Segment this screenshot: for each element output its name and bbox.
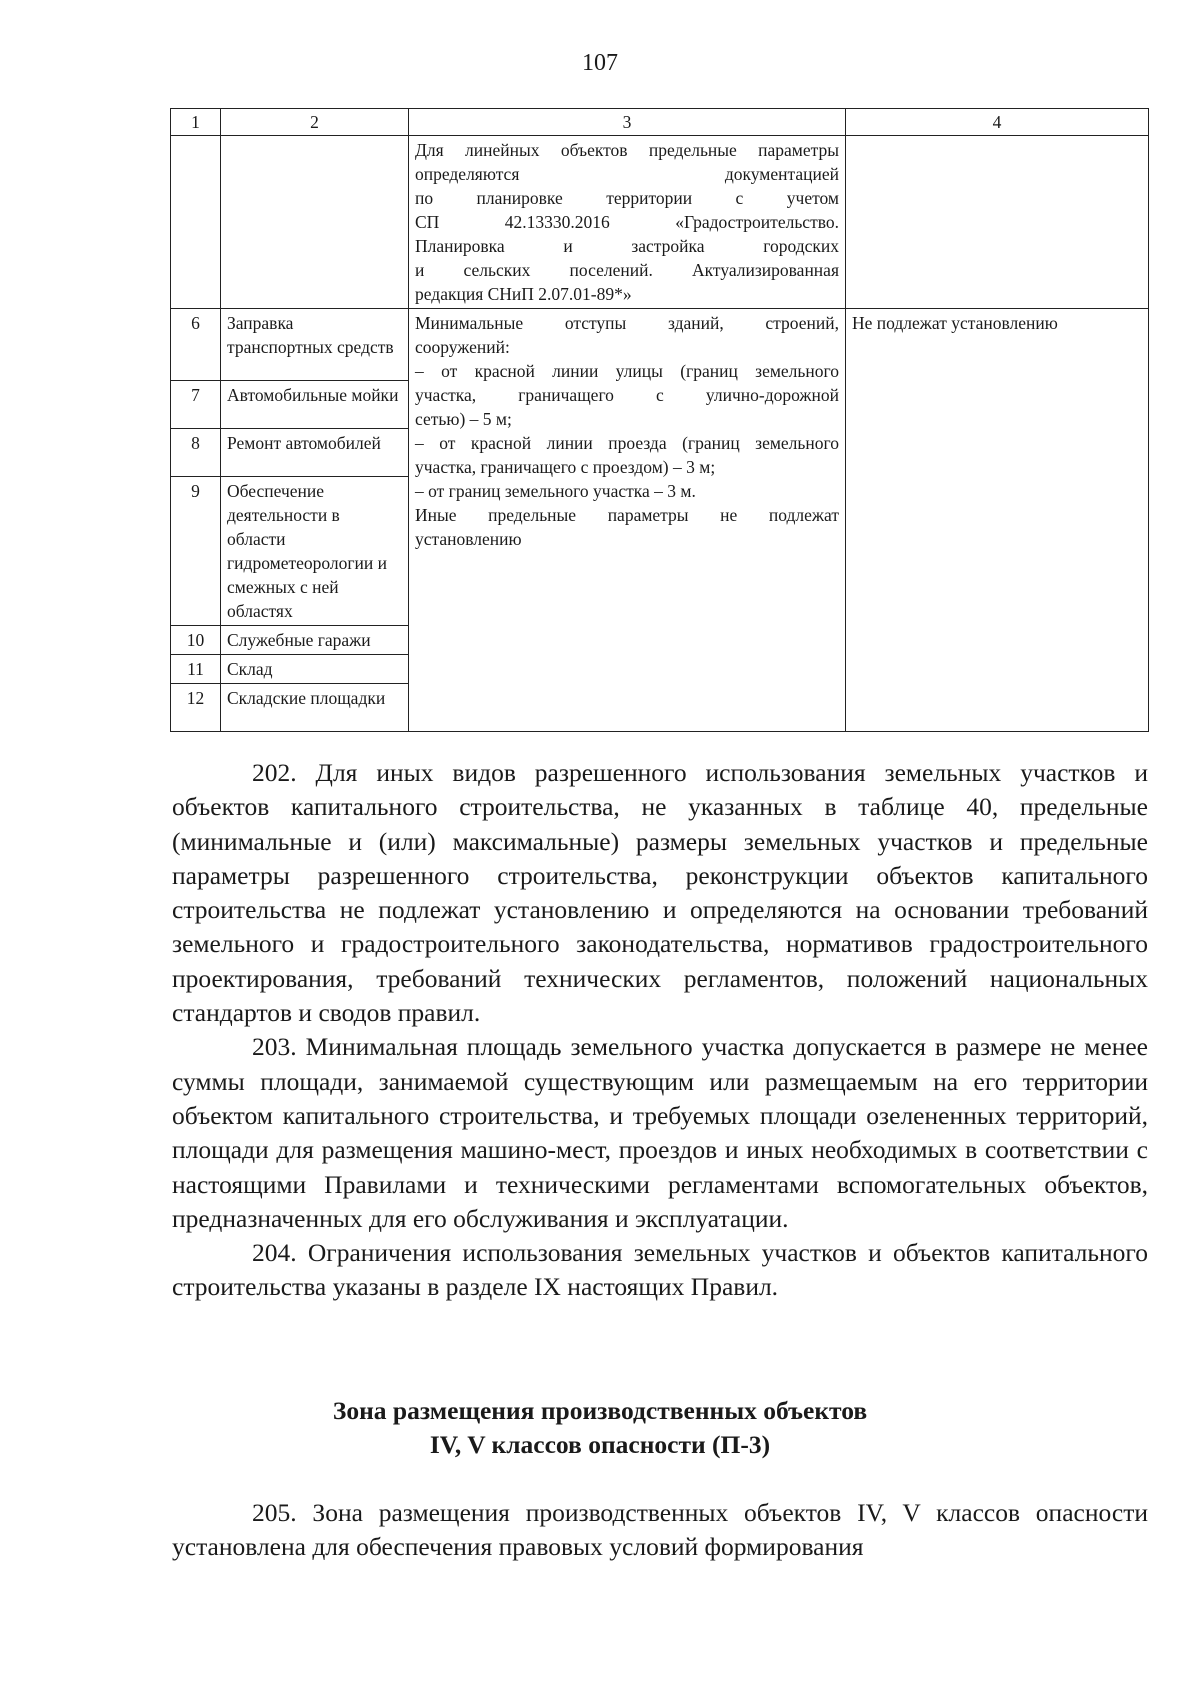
- text-line: Для линейных объектов предельные параметры: [415, 140, 839, 160]
- text-line: сетью) – 5 м;: [415, 409, 512, 429]
- table-header-cell: 4: [846, 109, 1149, 136]
- paragraph-202: 202. Для иных видов разрешенного использования земельных участков и объектов капитального строительства, не указанных в таблице 40, предельные (минимальные и (или) максимальные) размеры земельных участков и предельные параметры разрешенного строительства, реконструкции объектов капитального строительства не подлежат установлению и определяются на основании требований земельного и градостроительного законодательства, нормативов градостроительного проектирования, требований технических регламентов, положений национальных стандартов и сводов правил.: [172, 758, 1148, 1028]
- text-line: СП 42.13330.2016 «Градостроительство.: [415, 212, 839, 232]
- table-header-cell: 1: [171, 109, 221, 136]
- text-line: сооружений:: [415, 337, 510, 357]
- text-line: Планировка и застройка городских: [415, 236, 839, 256]
- section-heading: [0, 1394, 1200, 1462]
- text-line: – от границ земельного участка – 3 м.: [415, 481, 696, 501]
- table-cell-empty: [171, 136, 221, 309]
- paragraph-205-block: [172, 1496, 1148, 1565]
- table-header-cell: 3: [409, 109, 846, 136]
- text-line: редакция СНиП 2.07.01-89*»: [415, 284, 632, 304]
- table-header-cell: 2: [221, 109, 409, 136]
- shared-col4-cell: Не подлежат установлению: [846, 309, 1149, 732]
- use-type-name: Складские площадки: [221, 684, 409, 732]
- table-header-row: [171, 109, 1149, 136]
- paragraph-205: 205. Зона размещения производственных объектов IV, V классов опасности установлена для обеспечения правовых условий формирования: [172, 1498, 1148, 1562]
- row-number: 10: [171, 626, 221, 655]
- table-cell-empty: [846, 136, 1149, 309]
- use-type-name: Склад: [221, 655, 409, 684]
- row-number: 9: [171, 477, 221, 626]
- use-type-name: Служебные гаражи: [221, 626, 409, 655]
- text-line: и сельских поселений. Актуализированная: [415, 260, 839, 280]
- row-number: 12: [171, 684, 221, 732]
- heading-line-2: IV, V классов опасности (П-3): [429, 1430, 771, 1459]
- parameters-table: [170, 108, 1149, 732]
- row-number: 6: [171, 309, 221, 381]
- use-type-name: Заправка транспортных средств: [221, 309, 409, 381]
- text-line: – от красной линии улицы (границ земельного: [415, 361, 839, 381]
- row-number: 11: [171, 655, 221, 684]
- text-line: установлению: [415, 529, 522, 549]
- heading-line-1: Зона размещения производственных объектов: [332, 1396, 868, 1425]
- paragraph-204: 204. Ограничения использования земельных участков и объектов капитального строительства указаны в разделе IX настоящих Правил.: [172, 1238, 1148, 1302]
- use-type-name: Обеспечение деятельности в области гидрометеорологии и смежных с ней областях: [221, 477, 409, 626]
- table-cell-empty: [221, 136, 409, 309]
- table-row: [171, 309, 1149, 381]
- text-line: участка, граничащего с улично-дорожной: [415, 385, 839, 405]
- use-type-name: Автомобильные мойки: [221, 381, 409, 429]
- text-line: Минимальные отступы зданий, строений,: [415, 313, 839, 333]
- text-line: Иные предельные параметры не подлежат: [415, 505, 839, 525]
- page-number: 107: [582, 50, 618, 76]
- shared-params-cell: [409, 309, 846, 732]
- text-line: определяются документацией: [415, 164, 839, 184]
- use-type-name: Ремонт автомобилей: [221, 429, 409, 477]
- text-line: – от красной линии проезда (границ земельного: [415, 433, 839, 453]
- continuation-params-cell: [409, 136, 846, 309]
- text-line: по планировке территории с учетом: [415, 188, 839, 208]
- text-line: участка, граничащего с проездом) – 3 м;: [415, 457, 716, 477]
- row-number: 7: [171, 381, 221, 429]
- body-paragraphs: [172, 756, 1148, 1305]
- paragraph-203: 203. Минимальная площадь земельного участка допускается в размере не менее суммы площади, занимаемой существующим или размещаемым на его территории объектом капитального строительства, и требуемых площади озелененных территорий, площади для размещения машино-мест, проездов и иных необходимых в соответствии с настоящими Правилами и техническими регламентами вспомогательных объектов, предназначенных для его обслуживания и эксплуатации.: [172, 1032, 1148, 1233]
- row-number: 8: [171, 429, 221, 477]
- table-row: [171, 136, 1149, 309]
